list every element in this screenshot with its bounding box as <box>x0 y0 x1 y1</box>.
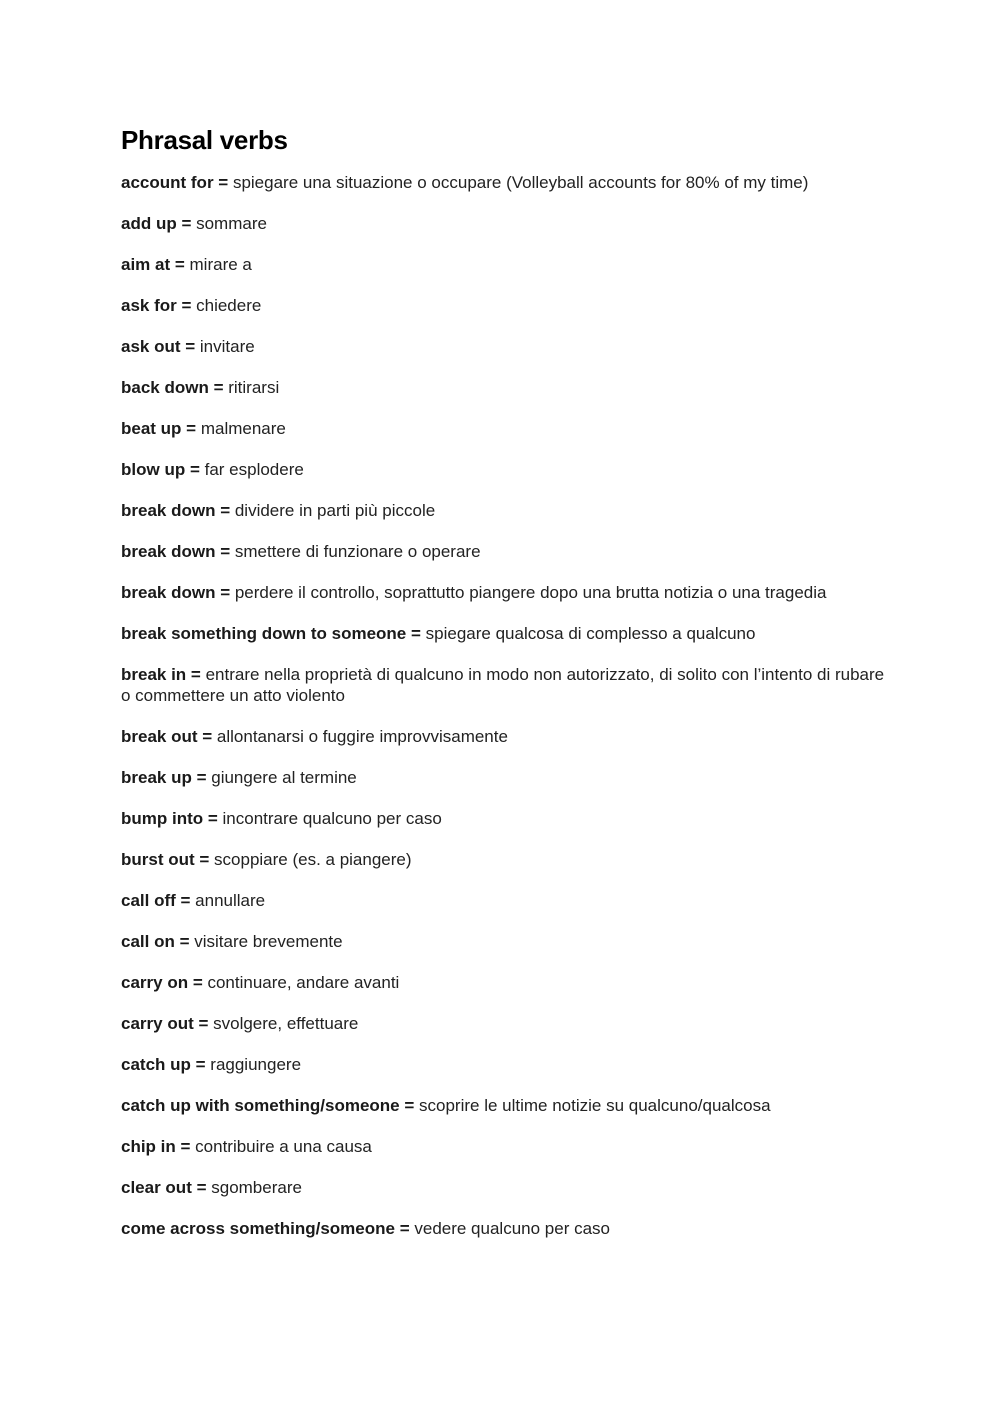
entry-equals: = <box>406 624 426 643</box>
entry-equals: = <box>394 1219 415 1238</box>
page-title: Phrasal verbs <box>121 125 288 155</box>
entry-equals: = <box>208 378 229 397</box>
entry <box>121 849 891 870</box>
entry-term: account for <box>121 173 214 192</box>
entry-term: break something down to someone <box>121 624 407 643</box>
entry-definition: continuare, andare avanti <box>207 973 400 992</box>
entry-equals: = <box>175 1137 196 1156</box>
entry-equals: = <box>174 932 195 951</box>
entry <box>121 459 891 480</box>
entry-term: catch up with something/someone <box>121 1096 400 1115</box>
entry-equals: = <box>215 583 235 602</box>
entry-equals: = <box>215 501 235 520</box>
entry-definition: sommare <box>196 214 267 233</box>
entry-definition: perdere il controllo, soprattutto piangere dopo una brutta notizia o una tragedia <box>234 583 827 602</box>
entry-definition: allontanarsi o fuggire improvvisamente <box>216 727 508 746</box>
entry-term: burst out <box>121 850 195 869</box>
entry <box>121 1054 891 1075</box>
entry <box>121 972 891 993</box>
entry-term: carry out <box>121 1014 194 1033</box>
entry-equals: = <box>176 296 197 315</box>
entry-definition: scoprire le ultime notizie su qualcuno/qualcosa <box>419 1096 771 1115</box>
entry-definition: annullare <box>195 891 266 910</box>
entry-term: break down <box>121 501 216 520</box>
entry-definition: malmenare <box>200 419 286 438</box>
entry <box>121 172 891 193</box>
entry-equals: = <box>176 214 197 233</box>
entry <box>121 500 891 521</box>
entry-term: break up <box>121 768 192 787</box>
entry-term: break in <box>121 665 187 684</box>
entry-equals: = <box>181 419 201 438</box>
entry-definition: scoppiare (es. a piangere) <box>214 850 412 869</box>
entry <box>121 664 891 706</box>
entry-equals: = <box>194 850 215 869</box>
entry-equals: = <box>203 809 223 828</box>
entry <box>121 377 891 398</box>
entry <box>121 726 891 747</box>
entry-term: break down <box>121 583 216 602</box>
entry-equals: = <box>399 1096 420 1115</box>
entry <box>121 890 891 911</box>
entry-definition: ritirarsi <box>228 378 280 397</box>
entry <box>121 623 891 644</box>
entry-definition: svolgere, effettuare <box>213 1014 359 1033</box>
entry <box>121 541 891 562</box>
entry-term: come across something/someone <box>121 1219 395 1238</box>
entry-equals: = <box>188 973 208 992</box>
entry <box>121 582 891 603</box>
entry-term: ask out <box>121 337 181 356</box>
entry-definition: mirare a <box>189 255 252 274</box>
entry <box>121 931 891 952</box>
entry-term: clear out <box>121 1178 192 1197</box>
entry <box>121 418 891 439</box>
entry-term: blow up <box>121 460 186 479</box>
entry-equals: = <box>191 1178 212 1197</box>
entry-term: back down <box>121 378 209 397</box>
entry-term: catch up <box>121 1055 191 1074</box>
entry <box>121 1013 891 1034</box>
entry-term: bump into <box>121 809 204 828</box>
entry-equals: = <box>197 727 217 746</box>
entry-term: chip in <box>121 1137 176 1156</box>
entry-definition: sgomberare <box>211 1178 302 1197</box>
entry-term: ask for <box>121 296 177 315</box>
entry <box>121 254 891 275</box>
entry <box>121 336 891 357</box>
entry-definition: contribuire a una causa <box>195 1137 372 1156</box>
entry-equals: = <box>190 1055 211 1074</box>
entry <box>121 808 891 829</box>
entry-term: beat up <box>121 419 182 438</box>
entry-term: aim at <box>121 255 171 274</box>
entry-definition: dividere in parti più piccole <box>234 501 436 520</box>
entry <box>121 213 891 234</box>
entry-definition: giungere al termine <box>211 768 357 787</box>
entry-equals: = <box>215 542 235 561</box>
entry-term: break down <box>121 542 216 561</box>
entry-term: call on <box>121 932 175 951</box>
document-page <box>121 120 891 1259</box>
entry-equals: = <box>180 337 200 356</box>
entry-equals: = <box>185 460 205 479</box>
entry-definition: incontrare qualcuno per caso <box>222 809 442 828</box>
entry-term: add up <box>121 214 177 233</box>
entry-definition: chiedere <box>196 296 262 315</box>
entry-definition: spiegare una situazione o occupare (Volleyball accounts for 80% of my time) <box>232 173 809 192</box>
entry-equals: = <box>193 1014 214 1033</box>
entry <box>121 1177 891 1198</box>
entry-definition: raggiungere <box>210 1055 302 1074</box>
entry-definition: invitare <box>199 337 255 356</box>
entry-term: break out <box>121 727 198 746</box>
entry <box>121 295 891 316</box>
entry-term: carry on <box>121 973 189 992</box>
entry-definition: far esplodere <box>204 460 304 479</box>
entry-equals: = <box>191 768 212 787</box>
entry-equals: = <box>186 665 206 684</box>
entry-definition: smettere di funzionare o operare <box>234 542 481 561</box>
entry-definition: entrare nella proprietà di qualcuno in modo non autorizzato, di solito con l’intento di rubare o commettere un atto violento <box>121 665 885 705</box>
entry-definition: vedere qualcuno per caso <box>414 1219 610 1238</box>
entry-definition: visitare brevemente <box>194 932 343 951</box>
phrasal-verb-list <box>121 172 891 1239</box>
entry <box>121 767 891 788</box>
entry <box>121 1218 891 1239</box>
entry-equals: = <box>170 255 190 274</box>
entry-term: call off <box>121 891 176 910</box>
entry-definition: spiegare qualcosa di complesso a qualcuno <box>425 624 756 643</box>
entry-equals: = <box>175 891 196 910</box>
entry-equals: = <box>213 173 233 192</box>
entry <box>121 1095 891 1116</box>
entry <box>121 1136 891 1157</box>
